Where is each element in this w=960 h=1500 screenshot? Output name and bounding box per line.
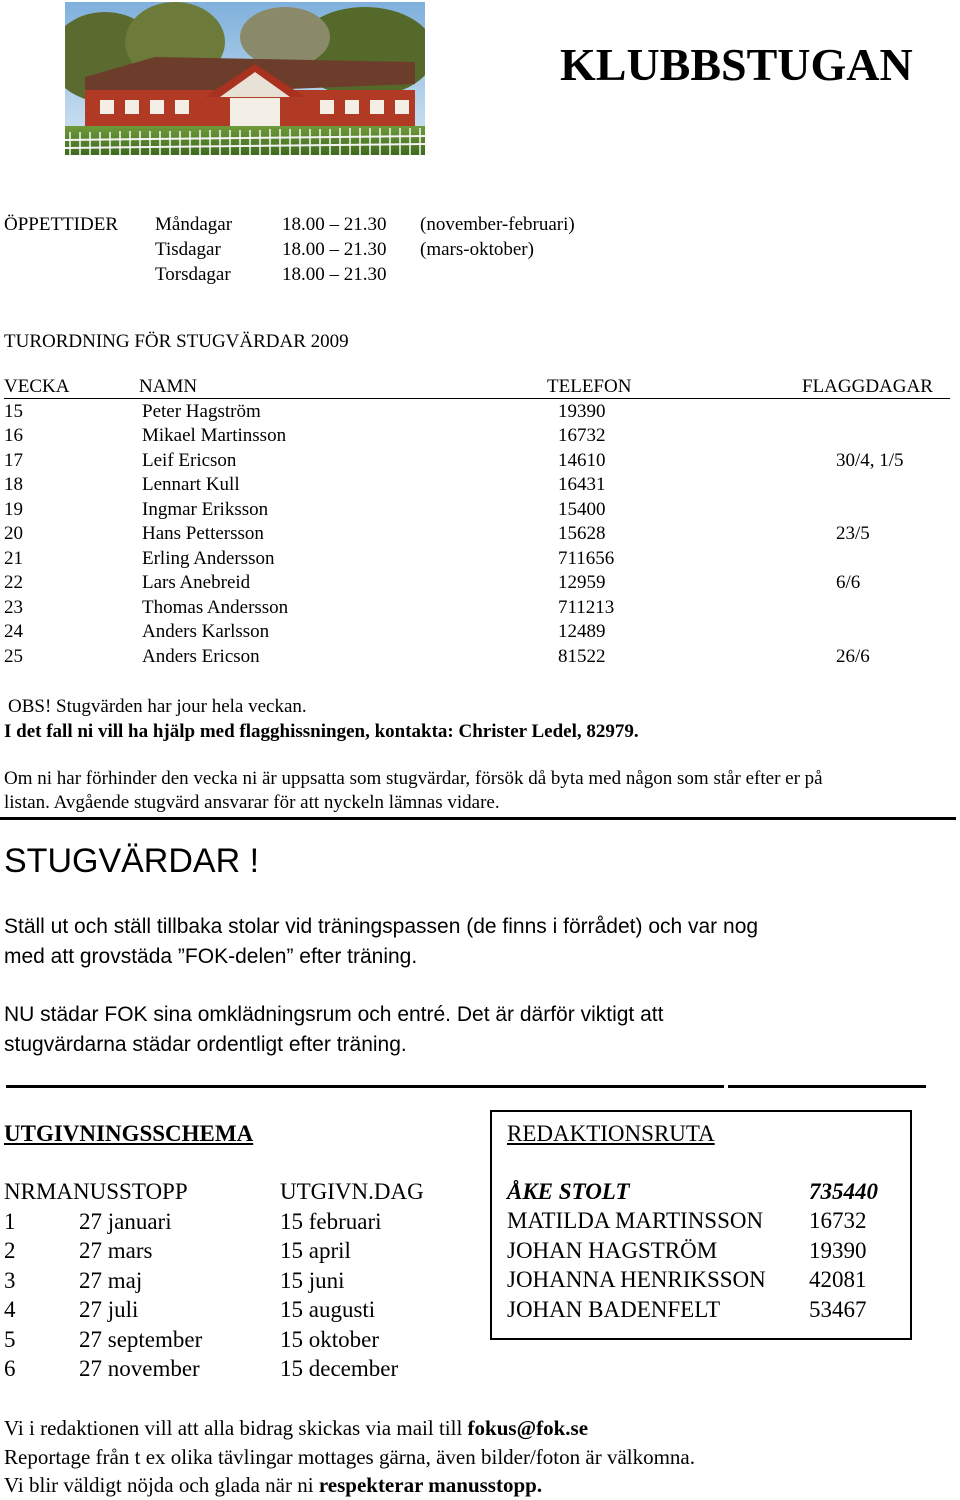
week-cell: 18: [4, 474, 23, 495]
table-row: [4, 597, 950, 621]
editor-phone: 42081: [809, 1267, 867, 1292]
flag-cell: 23/5: [836, 523, 870, 544]
name-cell: Anders Ericson: [142, 646, 260, 667]
week-cell: 25: [4, 646, 23, 667]
footer-line3-text: Vi blir väldigt nöjda och glada när ni: [4, 1473, 319, 1497]
editor-name: MATILDA MARTINSSON: [507, 1208, 764, 1233]
name-cell: Lennart Kull: [142, 474, 240, 495]
week-cell: 17: [4, 450, 23, 471]
phone-cell: 12959: [558, 572, 606, 593]
swap-note-line2: listan. Avgående stugvärd ansvarar för att nyckeln lämnas vidare.: [4, 792, 500, 813]
editor-phone: 53467: [809, 1297, 867, 1322]
stugvardar-para2-line1: NU städar FOK sina omklädningsrum och entré. Det är därför viktigt att: [4, 1003, 664, 1026]
phone-cell: 12489: [558, 621, 606, 642]
email-link[interactable]: fokus@fok.se: [467, 1416, 589, 1440]
week-cell: 24: [4, 621, 23, 642]
editorial-heading: REDAKTIONSRUTA: [507, 1121, 715, 1146]
col-header-flagdays: FLAGGDAGAR: [802, 376, 933, 397]
stugvardar-para1-line1: Ställ ut och ställ tillbaka stolar vid träningspassen (de finns i förrådet) och var nog: [4, 915, 759, 938]
editor-name: JOHANNA HENRIKSSON: [507, 1267, 766, 1292]
footer-line1: [4, 1416, 588, 1441]
issue-number: 5: [4, 1327, 16, 1352]
flag-contact-note: I det fall ni vill ha hjälp med flagghissningen, kontakta: Christer Ledel, 82979.: [4, 721, 639, 742]
phone-cell: 81522: [558, 646, 606, 667]
publication-date: 15 februari: [280, 1209, 382, 1234]
table-row: [4, 474, 950, 498]
footer-line3: [4, 1473, 542, 1498]
flag-cell: 6/6: [836, 572, 861, 593]
col-header-phone: TELEFON: [547, 376, 632, 397]
table-row: [4, 621, 950, 645]
week-cell: 21: [4, 548, 23, 569]
stugvardar-para1-line2: med att grovstäda ”FOK-delen” efter träning.: [4, 945, 418, 968]
opening-day-2: Tisdagar: [155, 239, 221, 260]
table-row: [4, 499, 950, 523]
page-title: KLUBBSTUGAN: [560, 39, 913, 90]
issue-number: 6: [4, 1356, 16, 1381]
editor-name: ÅKE STOLT: [507, 1179, 630, 1204]
table-row: [4, 425, 950, 449]
phone-cell: 15628: [558, 523, 606, 544]
duty-table-header: [4, 376, 950, 399]
week-cell: 15: [4, 401, 23, 422]
footer-line2: Reportage från t ex olika tävlingar mottages gärna, även bilder/foton är välkomna.: [4, 1445, 696, 1469]
manuscript-stop: 27 januari: [79, 1209, 172, 1234]
swap-note-line1: Om ni har förhinder den vecka ni är uppsatta som stugvärdar, försök då byta med någon som står efter er på: [4, 768, 823, 789]
table-row: [4, 548, 950, 572]
publication-date: 15 oktober: [280, 1327, 380, 1352]
manuscript-stop: 27 maj: [79, 1268, 143, 1293]
name-cell: Lars Anebreid: [142, 572, 251, 593]
col-header-name: NAMN: [139, 376, 198, 397]
clubhouse-photo: [65, 2, 425, 155]
name-cell: Leif Ericson: [142, 450, 237, 471]
manuscript-stop: 27 juli: [79, 1297, 139, 1322]
issue-number: 3: [4, 1268, 16, 1293]
editor-phone: 16732: [809, 1208, 867, 1233]
publication-date: 15 augusti: [280, 1297, 376, 1322]
week-cell: 20: [4, 523, 23, 544]
name-cell: Ingmar Eriksson: [142, 499, 269, 520]
publication-date: 15 juni: [280, 1268, 345, 1293]
week-cell: 16: [4, 425, 23, 446]
opening-note-2: (mars-oktober): [420, 239, 534, 260]
week-cell: 22: [4, 572, 23, 593]
name-cell: Anders Karlsson: [142, 621, 270, 642]
stugvardar-para2-line2: stugvärdarna städar ordentligt efter träning.: [4, 1033, 407, 1056]
opening-note-1: (november-februari): [420, 214, 575, 235]
table-row: [4, 401, 950, 425]
name-cell: Peter Hagström: [142, 401, 261, 422]
flag-cell: 26/6: [836, 646, 870, 667]
table-row: [4, 646, 950, 670]
opening-day-1: Måndagar: [155, 214, 233, 235]
footer-line3-emphasis: respekterar manusstopp.: [318, 1473, 543, 1497]
phone-cell: 16431: [558, 474, 606, 495]
stugvardar-heading: STUGVÄRDAR !: [4, 842, 260, 880]
week-cell: 19: [4, 499, 23, 520]
section-divider: [728, 1085, 926, 1088]
phone-cell: 16732: [558, 425, 606, 446]
schedule-col-right: UTGIVN.DAG: [280, 1179, 424, 1204]
table-row: [4, 572, 950, 596]
footer-line1-text: Vi i redaktionen vill att alla bidrag skickas via mail till: [4, 1416, 468, 1440]
manuscript-stop: 27 mars: [79, 1238, 153, 1263]
phone-cell: 15400: [558, 499, 606, 520]
issue-number: 2: [4, 1238, 16, 1263]
editor-phone: 19390: [809, 1238, 867, 1263]
phone-cell: 711213: [558, 597, 615, 618]
issue-number: 1: [4, 1209, 16, 1234]
phone-cell: 14610: [558, 450, 606, 471]
editor-name: JOHAN BADENFELT: [507, 1297, 721, 1322]
section-divider: [0, 817, 956, 820]
phone-cell: 19390: [558, 401, 606, 422]
opening-hours-label: ÖPPETTIDER: [4, 214, 118, 235]
table-row: [4, 450, 950, 474]
publication-date: 15 april: [280, 1238, 351, 1263]
name-cell: Thomas Andersson: [142, 597, 289, 618]
phone-cell: 711656: [558, 548, 615, 569]
manuscript-stop: 27 september: [79, 1327, 203, 1352]
flag-cell: 30/4, 1/5: [836, 450, 904, 471]
name-cell: Hans Pettersson: [142, 523, 264, 544]
schedule-heading: UTGIVNINGSSCHEMA: [4, 1121, 254, 1146]
col-header-week: VECKA: [4, 376, 70, 397]
opening-day-3: Torsdagar: [155, 264, 231, 285]
opening-time-1: 18.00 – 21.30: [282, 214, 387, 235]
duty-heading: TURORDNING FÖR STUGVÄRDAR 2009: [4, 331, 349, 352]
publication-date: 15 december: [280, 1356, 399, 1381]
obs-note: OBS! Stugvärden har jour hela veckan.: [8, 696, 307, 717]
table-row: [4, 523, 950, 547]
issue-number: 4: [4, 1297, 16, 1322]
editor-name: JOHAN HAGSTRÖM: [507, 1238, 718, 1263]
opening-time-3: 18.00 – 21.30: [282, 264, 387, 285]
section-divider: [6, 1085, 724, 1088]
opening-time-2: 18.00 – 21.30: [282, 239, 387, 260]
schedule-col-left: NRMANUSSTOPP: [4, 1179, 188, 1204]
manuscript-stop: 27 november: [79, 1356, 200, 1381]
name-cell: Mikael Martinsson: [142, 425, 287, 446]
editor-phone: 735440: [809, 1179, 878, 1204]
week-cell: 23: [4, 597, 23, 618]
name-cell: Erling Andersson: [142, 548, 275, 569]
